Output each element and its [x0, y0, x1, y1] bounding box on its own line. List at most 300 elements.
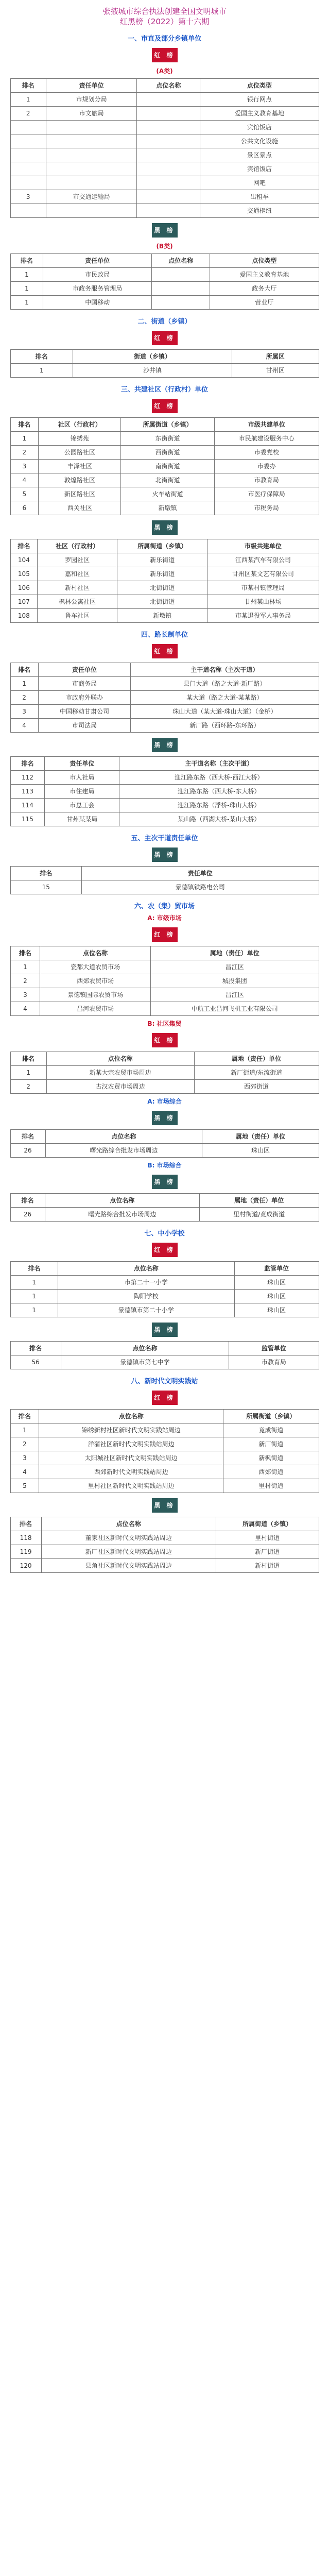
- table-cell-belong: 城投集团: [150, 974, 319, 988]
- section-1-sub-b: (B类): [156, 243, 173, 250]
- table-body: [10, 364, 319, 378]
- table-row: [10, 974, 319, 988]
- table-cell-type: 爱国主义教育基地: [200, 107, 319, 121]
- table-cell-school: 景德镇市第二十小学: [58, 1303, 234, 1317]
- table-body: [10, 960, 319, 1016]
- section-7-title: 七、中小学校: [144, 1230, 185, 1238]
- col-belong: 属地（责任）单位: [150, 946, 319, 960]
- table-cell-rank: [10, 204, 46, 218]
- table-cell-unit: 市某村镇管理局: [207, 581, 319, 595]
- table-body: [10, 1276, 319, 1317]
- col-point-type: 点位类型: [200, 79, 319, 93]
- table-cell-street: 新墩镇: [121, 501, 214, 515]
- col-rank: 排名: [10, 418, 39, 432]
- col-street: 街道（乡镇）: [73, 350, 232, 364]
- table-cell-rank: 2: [10, 107, 46, 121]
- table-cell-area: 甘州区: [232, 364, 319, 378]
- table-cell-unit: 市人社局: [45, 771, 119, 785]
- table-cell-unit: 珠山区: [234, 1290, 319, 1303]
- table-cell-point: 瓷都大道农贸市场: [40, 960, 151, 974]
- col-community-street: 所属街道（乡镇）: [117, 539, 207, 553]
- table-cell-community: 新村社区: [38, 581, 117, 595]
- col-unit: 责任单位: [82, 867, 319, 880]
- table-cell-belong: 珠山区: [202, 1144, 319, 1158]
- table-sec6-b-red: [10, 1052, 319, 1094]
- col-rank: 排名: [10, 350, 73, 364]
- table-body: [10, 677, 319, 733]
- red-list-badge: 红 榜: [152, 1033, 178, 1047]
- table-cell-street: 北街街道: [117, 581, 207, 595]
- table-cell-point: [152, 296, 210, 310]
- table-sec3-black: [10, 539, 319, 623]
- table-cell-rank: 26: [10, 1144, 45, 1158]
- black-list-badge: 黑 榜: [152, 1175, 178, 1189]
- table-cell-rank: 1: [10, 1290, 58, 1303]
- table-cell-unit: [46, 176, 137, 190]
- table-cell-street: 东街街道: [121, 432, 214, 446]
- col-point-type: 点位类型: [210, 254, 319, 268]
- table-cell-school: 市第二十一小学: [58, 1276, 234, 1290]
- table-cell-street: 西街街道: [121, 446, 214, 460]
- table-cell-rank: 1: [10, 1423, 39, 1437]
- table-cell-rank: 118: [10, 1531, 41, 1545]
- table-cell-unit: 市总工会: [45, 799, 119, 812]
- table-body: [10, 1208, 319, 1222]
- table-cell-unit: 市委办: [214, 460, 319, 473]
- table-cell-community: 丰泽社区: [39, 460, 121, 473]
- table-row: [10, 1208, 319, 1222]
- table-row: [10, 799, 319, 812]
- table-cell-rank: 115: [10, 812, 45, 826]
- col-road-unit: 责任单位: [45, 757, 119, 771]
- table-cell-point: 古汉农贸市场周边: [46, 1080, 194, 1094]
- black-list-badge: 黑 榜: [152, 520, 178, 535]
- col-school-unit: 监管单位: [229, 1342, 319, 1355]
- table-sec4-red: [10, 663, 319, 733]
- table-cell-point: [137, 190, 200, 204]
- table-cell-unit: 市医疗保障局: [214, 487, 319, 501]
- table-cell-unit: [46, 134, 137, 148]
- table-cell-type: 公共文化设施: [200, 134, 319, 148]
- col-rank: 排名: [10, 946, 40, 960]
- table-row: [10, 581, 319, 595]
- table-row: [10, 1002, 319, 1016]
- table-cell-road: 迎江路东路（浮桥-珠山大桥）: [119, 799, 319, 812]
- table-row: [10, 1080, 319, 1094]
- col-market-name: 点位名称: [45, 1130, 202, 1144]
- table-cell-point: 景德镇国际农贸市场: [40, 988, 151, 1002]
- table-cell-unit: 市文旅局: [46, 107, 137, 121]
- col-area: 所属区: [232, 350, 319, 364]
- table-cell-community: 罗园社区: [38, 553, 117, 567]
- table-cell-rank: 105: [10, 567, 38, 581]
- col-belong: 属地（责任）单位: [202, 1130, 319, 1144]
- table-body: [10, 93, 319, 218]
- table-row: [10, 176, 319, 190]
- section-1-sub-a: (A类): [156, 67, 173, 75]
- table-cell-point: 里村社区新时代文明实践站周边: [39, 1479, 223, 1493]
- section-6-title: 六、农（集）贸市场: [134, 903, 195, 910]
- red-list-badge: 红 榜: [152, 1391, 178, 1405]
- table-cell-type: 交通枢纽: [200, 204, 319, 218]
- table-cell-rank: 1: [10, 1066, 46, 1080]
- red-list-badge: 红 榜: [152, 927, 178, 942]
- table-cell-rank: 2: [10, 974, 40, 988]
- table-row: [10, 1423, 319, 1437]
- table-row: [10, 960, 319, 974]
- col-rank: 排名: [10, 1052, 46, 1066]
- section-6-sub-c: A: 市场综合: [147, 1098, 182, 1105]
- table-cell-point: 曙光路综合批发市场周边: [45, 1208, 200, 1222]
- black-list-badge: 黑 榜: [152, 223, 178, 238]
- table-cell-unit: 江西某汽车有限公司: [207, 553, 319, 567]
- table-cell-unit: 景德镇铁路电公司: [82, 880, 319, 894]
- table-sec1-red: [10, 78, 319, 218]
- table-row: [10, 771, 319, 785]
- table-cell-road: 新厂路（西环路-东环路）: [131, 719, 319, 733]
- col-market-name: 点位名称: [46, 1052, 194, 1066]
- table-row: [10, 609, 319, 623]
- table-row: [10, 1559, 319, 1573]
- table-cell-point: [137, 162, 200, 176]
- table-cell-street: 新村街道: [216, 1559, 319, 1573]
- table-cell-rank: 56: [10, 1355, 61, 1369]
- col-rank: 排名: [10, 1410, 39, 1423]
- table-body: [10, 1066, 319, 1094]
- table-row: [10, 364, 319, 378]
- table-row: [10, 121, 319, 134]
- table-row: [10, 296, 319, 310]
- header-line-1: 张掖城市综合执法创建全国文明城市: [102, 7, 227, 16]
- table-cell-unit: 市某退役军人事务局: [207, 609, 319, 623]
- table-row: [10, 553, 319, 567]
- table-cell-point: [137, 176, 200, 190]
- col-community: 社区（行政村）: [39, 418, 121, 432]
- table-cell-rank: 106: [10, 581, 38, 595]
- table-cell-belong: 新厂街道/东流街道: [194, 1066, 319, 1080]
- table-row: [10, 501, 319, 515]
- table-row: [10, 785, 319, 799]
- table-cell-community: 嘉和社区: [38, 567, 117, 581]
- table-row: [10, 487, 319, 501]
- table-cell-unit: 珠山区: [234, 1303, 319, 1317]
- table-cell-rank: 1: [10, 432, 39, 446]
- col-point: 点位名称: [137, 79, 200, 93]
- table-body: [10, 432, 319, 515]
- table-row: [10, 1531, 319, 1545]
- table-cell-point: 洋蒲社区新时代文明实践站周边: [39, 1437, 223, 1451]
- section-3-title: 三、共建社区（行政村）单位: [120, 386, 208, 394]
- table-cell-street: 新枫街道: [223, 1451, 319, 1465]
- table-cell-rank: 3: [10, 705, 38, 719]
- table-cell-unit: 市委党校: [214, 446, 319, 460]
- table-row: [10, 1355, 319, 1369]
- table-cell-type: 爱国主义教育基地: [210, 268, 319, 282]
- table-cell-point: 西郊新时代文明实践站周边: [39, 1465, 223, 1479]
- col-street: 所属街道（乡镇）: [223, 1410, 319, 1423]
- black-list-badge: 黑 榜: [152, 1323, 178, 1337]
- col-point: 点位名称: [41, 1517, 216, 1531]
- table-cell-road: 迎江路东路（西大桥-西江大桥）: [119, 771, 319, 785]
- table-sec1-black: [10, 253, 319, 310]
- col-school: 点位名称: [61, 1342, 229, 1355]
- black-list-badge: 黑 榜: [152, 738, 178, 752]
- table-row: [10, 719, 319, 733]
- table-row: [10, 705, 319, 719]
- table-cell-type: 银行网点: [200, 93, 319, 107]
- section-4-title: 四、路长制单位: [141, 631, 188, 639]
- col-road-main: 主干道名称（主次干道）: [131, 663, 319, 677]
- table-row: [10, 691, 319, 705]
- table-sec6-a-black: [10, 1129, 319, 1158]
- table-row: [10, 1451, 319, 1465]
- section-1-title: 一、市直及部分乡镇单位: [127, 35, 201, 43]
- col-rank: 排名: [10, 757, 45, 771]
- table-cell-unit: 市住建局: [45, 785, 119, 799]
- col-market-name: 点位名称: [40, 946, 151, 960]
- table-cell-unit: 中国移动甘肃公司: [38, 705, 131, 719]
- section-5-title: 五、主次干道责任单位: [131, 835, 198, 842]
- table-cell-community: 公园路社区: [39, 446, 121, 460]
- table-row: [10, 282, 319, 296]
- col-community-street: 所属街道（乡镇）: [121, 418, 214, 432]
- table-cell-type: 营业厅: [210, 296, 319, 310]
- table-row: [10, 432, 319, 446]
- table-cell-street: 北街街道: [117, 595, 207, 609]
- col-unit: 责任单位: [43, 254, 152, 268]
- table-cell-road: 某山路（西湖大桥-某山大桥）: [119, 812, 319, 826]
- table-cell-rank: 107: [10, 595, 38, 609]
- table-cell-rank: 1: [10, 677, 38, 691]
- table-cell-community: 新区路社区: [39, 487, 121, 501]
- table-sec7-black: [10, 1341, 319, 1369]
- table-cell-rank: 104: [10, 553, 38, 567]
- table-cell-point: 昌河农贸市场: [40, 1002, 151, 1016]
- table-cell-point: [137, 204, 200, 218]
- table-cell-rank: [10, 176, 46, 190]
- table-cell-street: 沙井镇: [73, 364, 232, 378]
- table-body: [10, 1355, 319, 1369]
- table-cell-unit: 市商务局: [38, 677, 131, 691]
- table-body: [10, 1423, 319, 1493]
- table-cell-unit: [46, 162, 137, 176]
- table-cell-rank: 15: [10, 880, 82, 894]
- table-sec8-black: [10, 1517, 319, 1573]
- section-2-title: 二、街道（乡镇）: [137, 318, 192, 326]
- table-cell-unit: 甘州某某局: [45, 812, 119, 826]
- table-cell-unit: [46, 204, 137, 218]
- table-body: [10, 268, 319, 310]
- table-cell-rank: 2: [10, 1080, 46, 1094]
- table-cell-belong: 昌江区: [150, 988, 319, 1002]
- table-body: [10, 771, 319, 826]
- col-market-name: 点位名称: [45, 1194, 200, 1208]
- col-rank: 排名: [10, 539, 38, 553]
- table-cell-community: 西关社区: [39, 501, 121, 515]
- col-street: 所属街道（乡镇）: [216, 1517, 319, 1531]
- table-cell-type: 宾馆饭店: [200, 121, 319, 134]
- table-cell-rank: 3: [10, 190, 46, 204]
- table-cell-belong: 昌江区: [150, 960, 319, 974]
- table-row: [10, 460, 319, 473]
- table-cell-rank: 1: [10, 282, 43, 296]
- table-sec6-a-red: [10, 946, 319, 1016]
- table-cell-rank: 2: [10, 446, 39, 460]
- table-row: [10, 162, 319, 176]
- table-cell-unit: 市政务服务管理局: [43, 282, 152, 296]
- table-row: [10, 446, 319, 460]
- table-cell-rank: 108: [10, 609, 38, 623]
- table-cell-unit: [46, 121, 137, 134]
- table-row: [10, 1303, 319, 1317]
- table-cell-unit: 市规划分局: [46, 93, 137, 107]
- col-road-unit: 责任单位: [38, 663, 131, 677]
- table-cell-point: [137, 107, 200, 121]
- table-cell-road: 某大道（路之大道-某某路）: [131, 691, 319, 705]
- col-rank: 排名: [10, 1517, 41, 1531]
- table-cell-unit: 市司法局: [38, 719, 131, 733]
- col-road-main: 主干道名称（主次干道）: [119, 757, 319, 771]
- col-point: 点位名称: [152, 254, 210, 268]
- table-row: [10, 1479, 319, 1493]
- table-cell-rank: 3: [10, 1451, 39, 1465]
- table-cell-type: 景区景点: [200, 148, 319, 162]
- table-cell-unit: 市交通运输局: [46, 190, 137, 204]
- table-cell-point: [152, 282, 210, 296]
- table-cell-point: 县角社区新时代文明实践站周边: [41, 1559, 216, 1573]
- table-cell-community: 枫林公寓社区: [38, 595, 117, 609]
- table-cell-rank: 5: [10, 1479, 39, 1493]
- table-cell-unit: 甘州某山林场: [207, 595, 319, 609]
- table-row: [10, 148, 319, 162]
- table-cell-rank: 4: [10, 719, 38, 733]
- table-cell-street: 新乐街道: [117, 553, 207, 567]
- section-6-sub-b: B: 社区集贸: [147, 1020, 182, 1027]
- col-point: 点位名称: [39, 1410, 223, 1423]
- table-sec3-red: [10, 417, 319, 515]
- col-rank: 排名: [10, 1262, 58, 1276]
- table-cell-street: 火车站街道: [121, 487, 214, 501]
- section-8-title: 八、新时代文明实践站: [131, 1378, 198, 1385]
- table-cell-belong: 里村街道/竟成街道: [200, 1208, 319, 1222]
- table-row: [10, 1290, 319, 1303]
- table-cell-rank: 1: [10, 364, 73, 378]
- table-cell-belong: 西郊街道: [194, 1080, 319, 1094]
- table-cell-type: 出租车: [200, 190, 319, 204]
- black-list-badge: 黑 榜: [152, 1111, 178, 1125]
- table-cell-rank: [10, 121, 46, 134]
- table-cell-rank: 3: [10, 460, 39, 473]
- col-market-unit: 市级共建单位: [207, 539, 319, 553]
- table-row: [10, 134, 319, 148]
- col-rank: 排名: [10, 867, 82, 880]
- col-belong: 属地（责任）单位: [194, 1052, 319, 1066]
- table-cell-rank: [10, 162, 46, 176]
- table-row: [10, 567, 319, 581]
- table-cell-point: [152, 268, 210, 282]
- red-list-badge: 红 榜: [152, 644, 178, 658]
- table-body: [10, 880, 319, 894]
- table-cell-school: 陶阳学校: [58, 1290, 234, 1303]
- table-sec8-red: [10, 1409, 319, 1493]
- table-row: [10, 204, 319, 218]
- table-cell-point: 锦绣新村社区新时代文明实践站周边: [39, 1423, 223, 1437]
- table-cell-street: 竟成街道: [223, 1423, 319, 1437]
- table-cell-point: [137, 121, 200, 134]
- col-rank: 排名: [10, 254, 43, 268]
- section-6-sub-a: A: 市级市场: [147, 914, 182, 922]
- table-cell-rank: 119: [10, 1545, 41, 1559]
- table-cell-unit: 市民政局: [43, 268, 152, 282]
- red-list-badge: 红 榜: [152, 399, 178, 413]
- table-cell-community: 鲁车社区: [38, 609, 117, 623]
- table-cell-point: 曙光路综合批发市场周边: [45, 1144, 202, 1158]
- table-cell-unit: 市教育局: [214, 473, 319, 487]
- table-cell-rank: 1: [10, 93, 46, 107]
- table-cell-rank: 6: [10, 501, 39, 515]
- table-sec4-black: [10, 756, 319, 826]
- table-cell-rank: 3: [10, 988, 40, 1002]
- table-cell-rank: [10, 148, 46, 162]
- table-cell-rank: 2: [10, 691, 38, 705]
- table-row: [10, 93, 319, 107]
- table-cell-street: 新墩镇: [117, 609, 207, 623]
- table-cell-community: 锦绣苑: [39, 432, 121, 446]
- table-cell-street: 新厂街道: [216, 1545, 319, 1559]
- table-body: [10, 1144, 319, 1158]
- table-cell-rank: 4: [10, 1465, 39, 1479]
- table-cell-rank: 1: [10, 268, 43, 282]
- table-cell-rank: 112: [10, 771, 45, 785]
- table-cell-point: 新厂社区新时代文明实践站周边: [41, 1545, 216, 1559]
- table-cell-point: 太阳城社区新时代文明实践站周边: [39, 1451, 223, 1465]
- col-market-unit: 市级共建单位: [214, 418, 319, 432]
- table-sec2: [10, 349, 319, 378]
- table-cell-rank: 114: [10, 799, 45, 812]
- table-cell-point: 新某大宗农贸市场周边: [46, 1066, 194, 1080]
- red-list-badge: 红 榜: [152, 48, 178, 62]
- table-cell-unit: [46, 148, 137, 162]
- col-community: 社区（行政村）: [38, 539, 117, 553]
- table-cell-point: [137, 148, 200, 162]
- col-rank: 排名: [10, 79, 46, 93]
- table-cell-street: 里村街道: [223, 1479, 319, 1493]
- table-cell-rank: 113: [10, 785, 45, 799]
- table-cell-unit: 市政府外联办: [38, 691, 131, 705]
- table-row: [10, 1066, 319, 1080]
- table-cell-unit: 市民航建设服务中心: [214, 432, 319, 446]
- col-rank: 排名: [10, 1130, 45, 1144]
- table-row: [10, 1144, 319, 1158]
- table-cell-rank: 1: [10, 960, 40, 974]
- table-row: [10, 880, 319, 894]
- table-cell-unit: 中国移动: [43, 296, 152, 310]
- col-rank: 排名: [10, 1194, 45, 1208]
- table-row: [10, 268, 319, 282]
- table-cell-belong: 中航工业昌河飞机工业有限公司: [150, 1002, 319, 1016]
- col-belong: 属地（责任）单位: [200, 1194, 319, 1208]
- table-cell-unit: 珠山区: [234, 1276, 319, 1290]
- table-cell-unit: 市教育局: [229, 1355, 319, 1369]
- table-cell-unit: 市税务局: [214, 501, 319, 515]
- table-cell-type: 宾馆饭店: [200, 162, 319, 176]
- table-row: [10, 190, 319, 204]
- table-row: [10, 107, 319, 121]
- table-cell-rank: 4: [10, 1002, 40, 1016]
- table-cell-rank: 2: [10, 1437, 39, 1451]
- table-cell-rank: [10, 134, 46, 148]
- table-cell-street: 里村街道: [216, 1531, 319, 1545]
